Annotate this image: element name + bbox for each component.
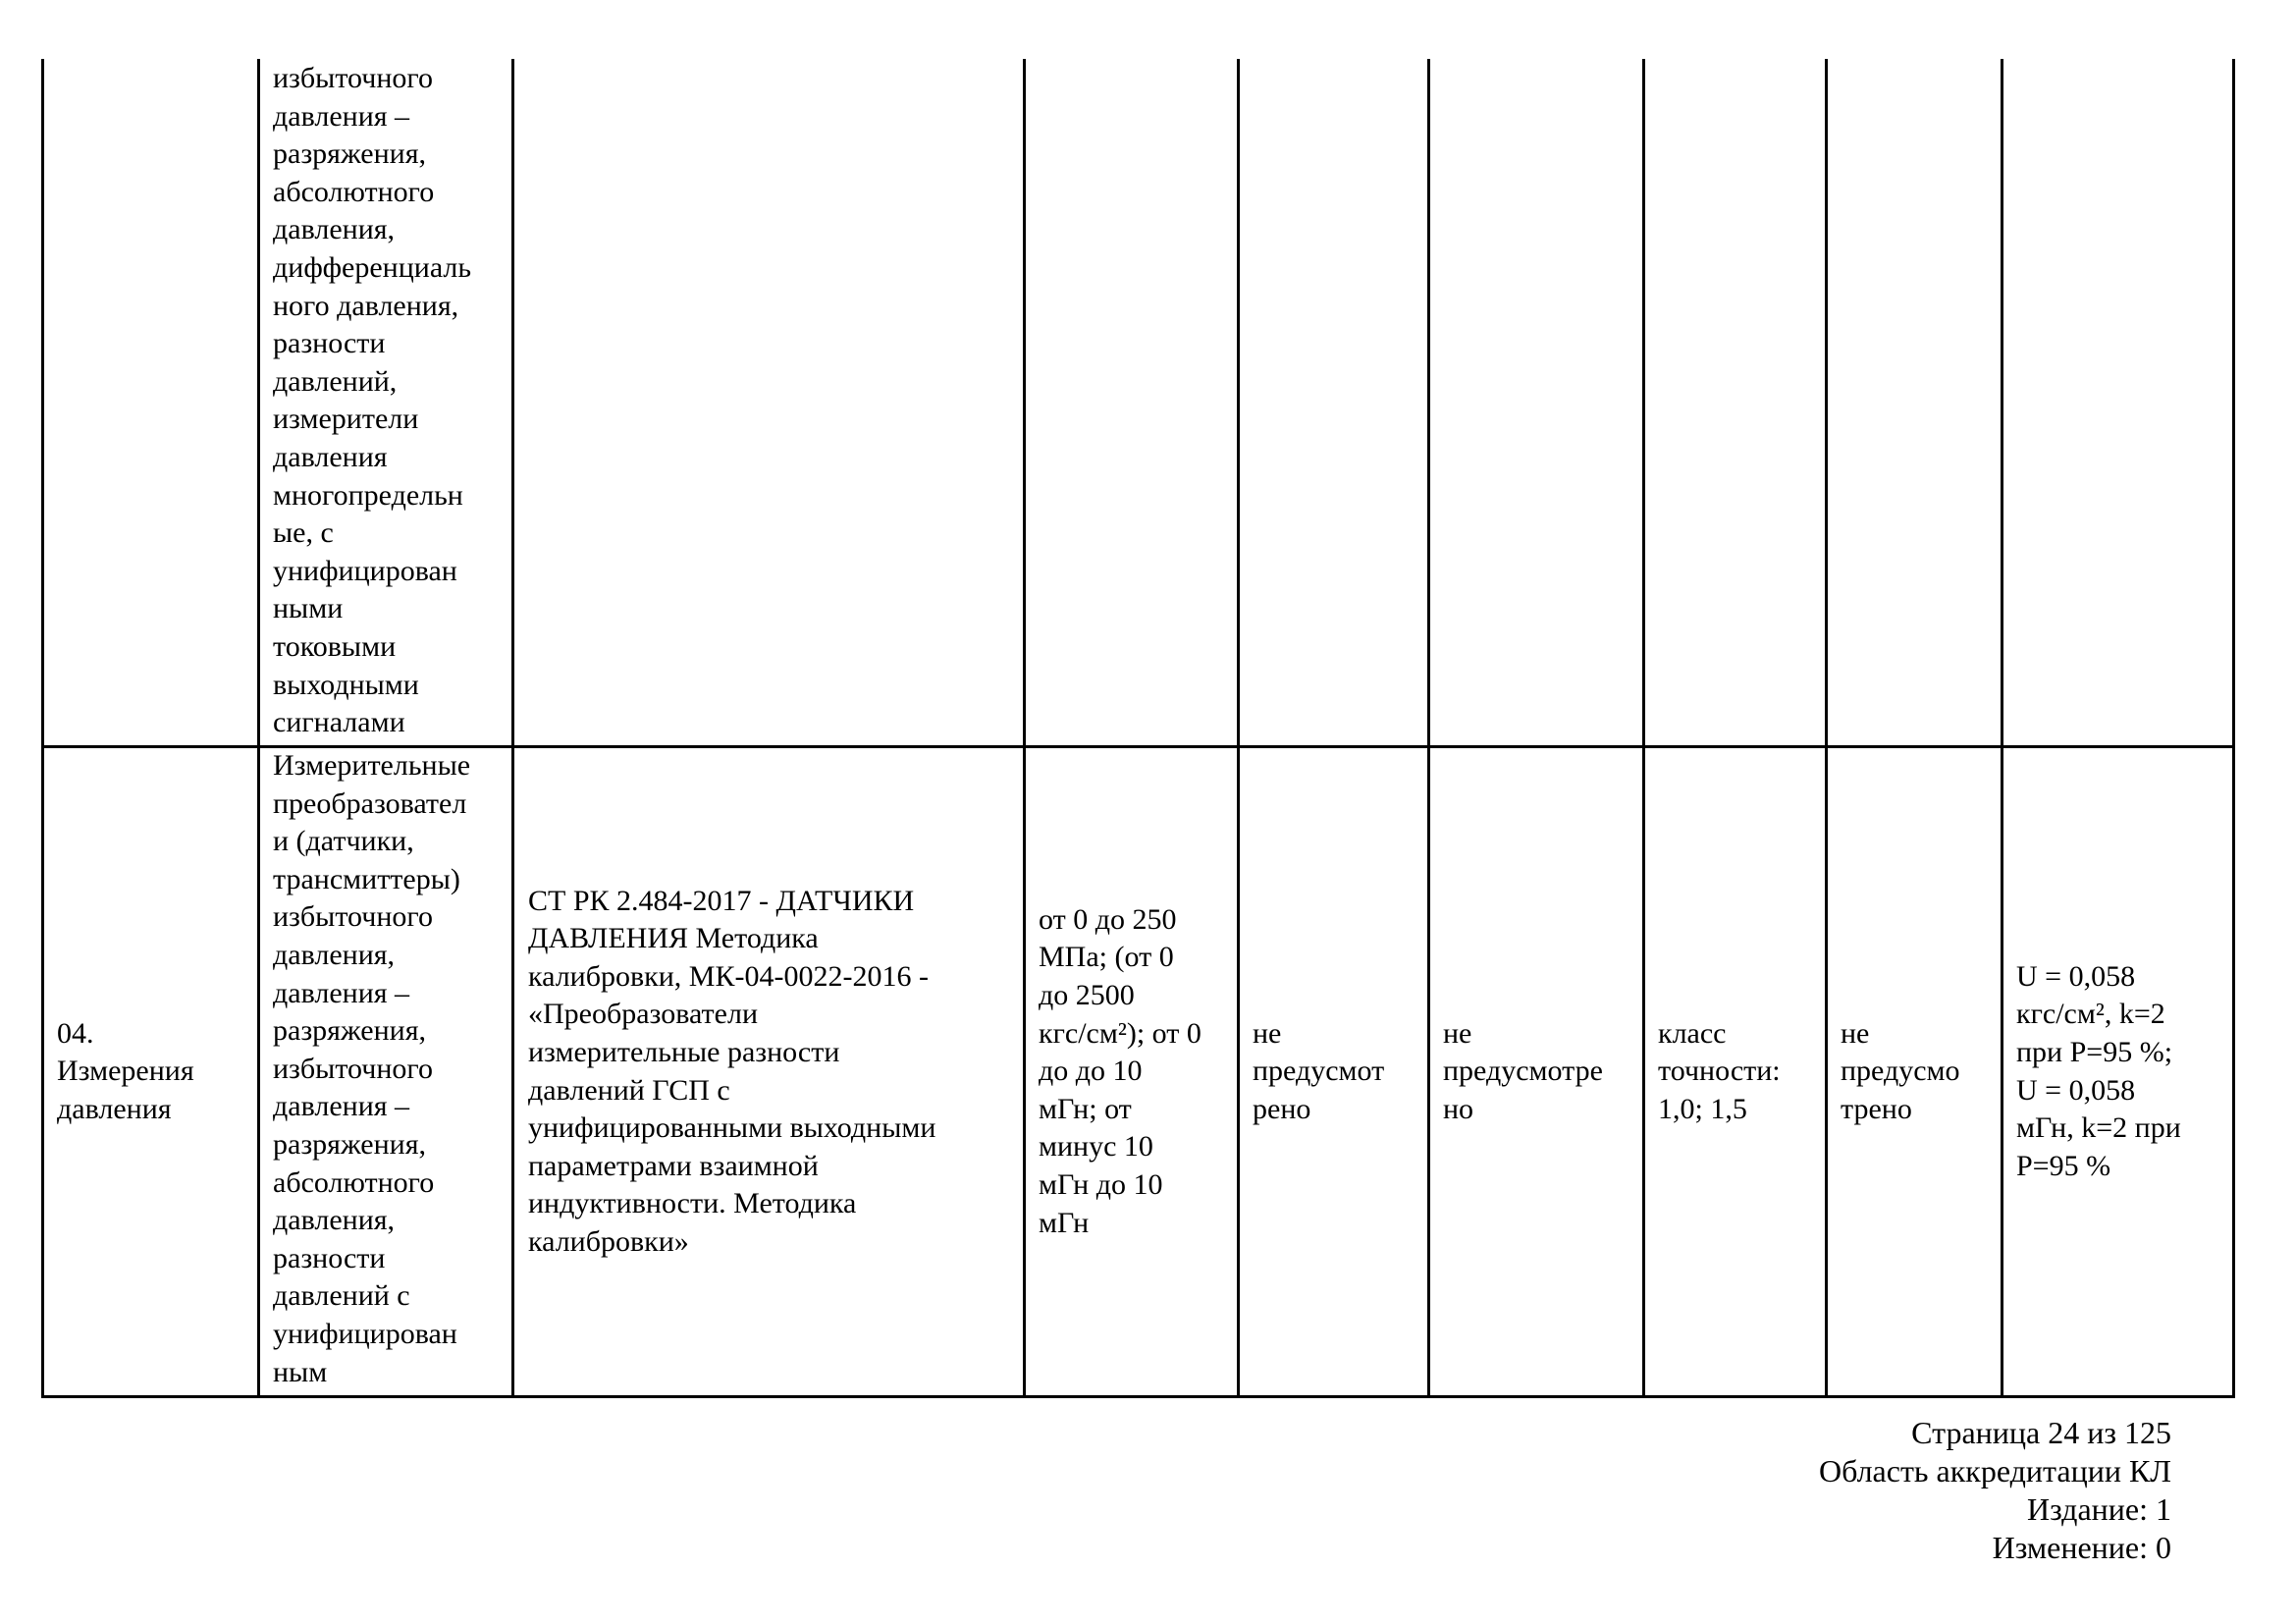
- text-line: давления,: [273, 1204, 396, 1237]
- column-border-6: [1642, 59, 1645, 1398]
- text-line: унифицирован: [273, 554, 457, 587]
- column-border-2: [511, 59, 514, 1398]
- column-border-7: [1825, 59, 1828, 1398]
- text-line: МПа; (от 0: [1039, 941, 1174, 974]
- text-line: выходными: [273, 668, 419, 701]
- text-line: и (датчики,: [273, 825, 414, 858]
- text-line: давления –: [273, 976, 410, 1009]
- text-line: предусмо: [1841, 1055, 1960, 1088]
- text-line: многопредельн: [273, 478, 463, 512]
- text-line: сигналами: [273, 706, 405, 739]
- col5-cell: [1253, 748, 1384, 1395]
- top-row-object-cell: [273, 60, 471, 742]
- text-line: при P=95 %;: [2016, 1035, 2173, 1068]
- text-line: U = 0,058: [2016, 959, 2136, 993]
- text-line: ными: [273, 592, 344, 625]
- text-line: давления: [273, 440, 388, 473]
- text-line: не: [1253, 1016, 1282, 1050]
- text-line: разности: [273, 1241, 386, 1274]
- text-line: параметрами взаимной: [528, 1149, 819, 1182]
- text-line: преобразовател: [273, 786, 467, 820]
- text-line: ного давления,: [273, 289, 459, 322]
- col6-cell: [1443, 748, 1603, 1395]
- text-line: предусмотре: [1443, 1055, 1603, 1088]
- text-line: но: [1443, 1092, 1474, 1125]
- text-line: разряжения,: [273, 1127, 427, 1161]
- text-line: точности:: [1658, 1055, 1781, 1088]
- text-line: P=95 %: [2016, 1149, 2111, 1182]
- accuracy-class-cell: [1658, 748, 1781, 1395]
- text-line: мГн; от: [1039, 1092, 1132, 1125]
- range-cell: [1039, 748, 1201, 1395]
- text-line: до 2500: [1039, 979, 1135, 1012]
- text-line: рено: [1253, 1092, 1311, 1125]
- text-line: давления,: [273, 213, 396, 246]
- text-line: абсолютного: [273, 175, 435, 208]
- object-cell: [273, 747, 470, 1391]
- page-footer: [1819, 1414, 2171, 1567]
- text-line: избыточного: [273, 900, 433, 934]
- text-line: мГн: [1039, 1206, 1090, 1239]
- column-border-5: [1427, 59, 1430, 1398]
- text-line: СТ РК 2.484-2017 - ДАТЧИКИ: [528, 884, 915, 917]
- text-line: класс: [1658, 1016, 1727, 1050]
- text-line: разности: [273, 327, 386, 360]
- text-line: унифицированными выходными: [528, 1111, 936, 1145]
- text-line: давления: [57, 1092, 172, 1125]
- text-line: 1,0; 1,5: [1658, 1092, 1747, 1125]
- text-line: давления,: [273, 938, 396, 971]
- text-line: давлений,: [273, 364, 398, 398]
- text-line: разряжения,: [273, 137, 427, 171]
- text-line: давления –: [273, 99, 410, 133]
- text-line: ые, с: [273, 516, 334, 550]
- text-line: мГн, k=2 при: [2016, 1111, 2181, 1145]
- method-cell: [528, 748, 935, 1395]
- text-line: избыточного: [273, 1052, 433, 1085]
- text-line: токовыми: [273, 629, 397, 663]
- text-line: давления –: [273, 1090, 410, 1123]
- column-border-1: [257, 59, 260, 1398]
- text-line: не: [1443, 1016, 1472, 1050]
- text-line: до до 10: [1039, 1055, 1143, 1088]
- table-bottom-border: [41, 1395, 2235, 1398]
- text-line: трено: [1841, 1092, 1912, 1125]
- page-number: Страница 24 из 125: [1911, 1415, 2171, 1450]
- change-number: Изменение: 0: [1992, 1530, 2171, 1565]
- column-border-3: [1023, 59, 1026, 1398]
- text-line: дифференциаль: [273, 250, 472, 284]
- text-line: кгс/см², k=2: [2016, 998, 2165, 1031]
- text-line: ным: [273, 1355, 328, 1388]
- text-line: не: [1841, 1016, 1870, 1050]
- text-line: разряжения,: [273, 1014, 427, 1048]
- text-line: индуктивности. Методика: [528, 1187, 857, 1220]
- column-border-9: [2232, 59, 2235, 1398]
- text-line: измерительные разности: [528, 1035, 840, 1068]
- text-line: избыточного: [273, 62, 433, 94]
- text-line: минус 10: [1039, 1130, 1153, 1164]
- column-border-8: [2001, 59, 2003, 1398]
- accreditation-scope: Область аккредитации КЛ: [1818, 1453, 2171, 1489]
- text-line: кгс/см²); от 0: [1039, 1016, 1201, 1050]
- text-line: 04.: [57, 1016, 94, 1050]
- column-border-0: [41, 59, 44, 1398]
- text-line: Измерительные: [273, 749, 471, 782]
- edition: Издание: 1: [2027, 1491, 2171, 1527]
- text-line: давлений с: [273, 1279, 410, 1313]
- text-line: давлений ГСП с: [528, 1073, 730, 1107]
- col8-cell: [1841, 748, 1960, 1395]
- text-line: от 0 до 250: [1039, 902, 1177, 936]
- text-line: U = 0,058: [2016, 1073, 2136, 1107]
- text-line: абсолютного: [273, 1165, 435, 1199]
- text-line: Измерения: [57, 1055, 194, 1088]
- text-line: измерители: [273, 403, 419, 436]
- uncertainty-cell: [2016, 748, 2181, 1395]
- text-line: «Преобразователи: [528, 998, 758, 1031]
- text-line: калибровки»: [528, 1224, 689, 1258]
- text-line: ДАВЛЕНИЯ Методика: [528, 922, 819, 955]
- text-line: унифицирован: [273, 1317, 457, 1350]
- text-line: мГн до 10: [1039, 1167, 1163, 1201]
- text-line: трансмиттеры): [273, 862, 460, 895]
- column-border-4: [1237, 59, 1240, 1398]
- text-line: калибровки, МК-04-0022-2016 -: [528, 959, 929, 993]
- area-cell: [57, 748, 194, 1395]
- text-line: предусмот: [1253, 1055, 1385, 1088]
